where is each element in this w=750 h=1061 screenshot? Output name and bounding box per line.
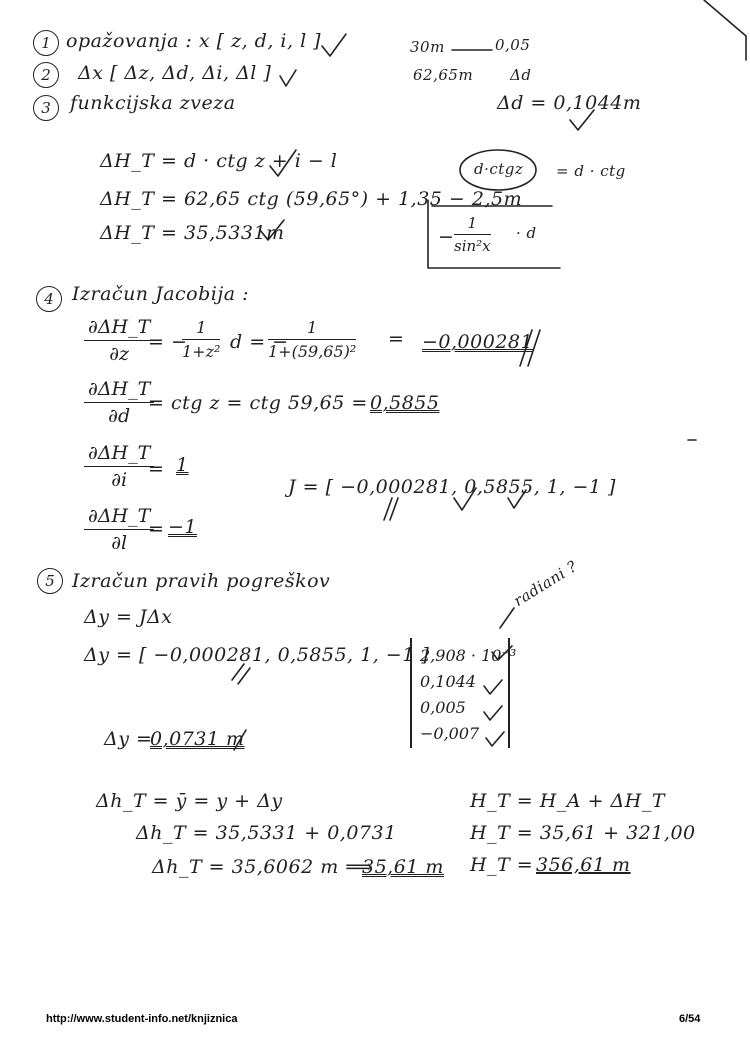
- check-mark-8: [492, 646, 512, 660]
- check-mark-2: [280, 70, 296, 86]
- partial-l-denominator: ∂l: [111, 532, 128, 554]
- jacobian-vector: J = [ −0,000281, 0,5855, 1, −1 ]: [288, 476, 616, 498]
- box-times-d: · d: [516, 224, 537, 242]
- footer-url: http://www.student-info.net/knjiznica: [46, 1013, 238, 1025]
- partial-l-result: −1: [168, 516, 198, 538]
- matrix-value-4: −0,007: [420, 724, 480, 743]
- height-diff-eq-3: Δh_T = 35,6062 m ⟹: [152, 856, 374, 878]
- box-ctg-term: d·ctgz: [474, 160, 524, 178]
- partial-d-numerator: ∂ΔH_T: [84, 378, 154, 403]
- check-mark-4: [270, 150, 296, 176]
- side-note-delta-d-value: Δd = 0,1044m: [497, 92, 642, 114]
- height-eq-3-label: H_T =: [470, 854, 534, 876]
- radians-note: radiani ?: [510, 556, 581, 610]
- partial-l-numerator: ∂ΔH_T: [84, 505, 154, 530]
- partial-i-numerator: ∂ΔH_T: [84, 442, 154, 467]
- side-note-distance: 62,65m: [413, 66, 474, 84]
- side-note-005: 0,05: [495, 36, 531, 54]
- partial-z-frac2-den: 1+z²: [182, 342, 221, 361]
- matrix-value-3: 0,005: [420, 698, 466, 717]
- partial-i-denominator: ∂i: [111, 469, 128, 491]
- partial-z-eq2: d = −: [230, 331, 289, 353]
- partial-i-result: 1: [176, 454, 189, 476]
- delta-y-label: Δy =: [104, 728, 153, 750]
- partial-z-frac2-num: 1: [182, 318, 220, 340]
- matrix-value-1: 2,908 · 10⁻³: [420, 646, 517, 665]
- function-equation-1: ΔH_T = d · ctg z + i − l: [100, 150, 338, 172]
- partial-d-eq: = ctg z = ctg 59,65 =: [148, 392, 368, 414]
- partial-z-numerator: ∂ΔH_T: [84, 316, 154, 341]
- box-stroke-1: [428, 200, 560, 268]
- box-minus-sign: −: [438, 226, 455, 248]
- partial-z-eq: = −: [148, 331, 188, 353]
- footer-page-number: 6/54: [679, 1013, 701, 1025]
- function-result: ΔH_T = 35,5331m: [100, 222, 285, 244]
- check-mark-1: [322, 34, 346, 56]
- page-edge-stroke: [704, 0, 746, 60]
- box-fraction-denominator: sin²x: [454, 237, 491, 255]
- check-mark-11: [486, 732, 504, 746]
- partial-l-eq: =: [148, 518, 165, 540]
- matrix-value-2: 0,1044: [420, 672, 476, 691]
- partial-i-eq: =: [148, 458, 165, 480]
- box-fraction-numerator: 1: [454, 214, 491, 235]
- item-number-3: 3: [33, 95, 59, 121]
- height-eq-1: H_T = H_A + ΔH_T: [470, 790, 665, 812]
- partial-z-result: −0,000281: [422, 331, 534, 353]
- height-diff-eq-1: Δh_T = ȳ = y + Δy: [96, 790, 283, 812]
- check-mark-7: [508, 490, 526, 508]
- function-equation-2: ΔH_T = 62,65 ctg (59,65°) + 1,35 − 2,5m: [100, 188, 523, 210]
- item-number-5: 5: [37, 568, 63, 594]
- oval-mark: [460, 150, 536, 190]
- note-arrow: [500, 608, 514, 628]
- function-heading: funkcijska zveza: [70, 92, 236, 114]
- check-mark-6: [454, 488, 476, 510]
- height-diff-final: 35,61 m: [362, 856, 444, 878]
- true-errors-heading: Izračun pravih pogreškov: [72, 570, 331, 592]
- item-number-4: 4: [36, 286, 62, 312]
- partial-d-denominator: ∂d: [108, 405, 131, 427]
- partial-z-frac3-num: 1: [268, 318, 356, 340]
- box-ctg-result: = d · ctg: [556, 162, 626, 180]
- item-number-1: 1: [33, 30, 59, 56]
- check-mark-5: [260, 220, 284, 240]
- error-propagation-formula: Δy = JΔx: [84, 606, 173, 628]
- partial-z-eq3: =: [388, 328, 405, 350]
- partial-d-result: 0,5855: [370, 392, 440, 414]
- partial-z-denominator: ∂z: [109, 343, 130, 365]
- height-final: 356,61 m: [536, 854, 631, 876]
- item-number-2: 2: [33, 62, 59, 88]
- errors-vector-line: Δx [ Δz, Δd, Δi, Δl ]: [78, 62, 272, 84]
- error-propagation-expanded: Δy = [ −0,000281, 0,5855, 1, −1 ]: [84, 644, 430, 666]
- side-note-30m: 30m: [410, 38, 445, 56]
- check-mark-10: [484, 706, 502, 720]
- check-mark-3: [570, 110, 594, 130]
- height-diff-eq-2: Δh_T = 35,5331 + 0,0731: [136, 822, 397, 844]
- observations-line: opažovanja : x [ z, d, i, l ]: [66, 30, 322, 52]
- height-eq-2: H_T = 35,61 + 321,00: [470, 822, 696, 844]
- jacobian-heading: Izračun Jacobija :: [72, 283, 250, 305]
- check-mark-9: [484, 680, 502, 694]
- delta-y-result: 0,0731 m: [150, 728, 245, 750]
- partial-z-frac3-den: 1+(59,65)²: [268, 342, 357, 361]
- slash-mark-7: [234, 730, 246, 750]
- side-note-delta-d: Δd: [510, 66, 532, 84]
